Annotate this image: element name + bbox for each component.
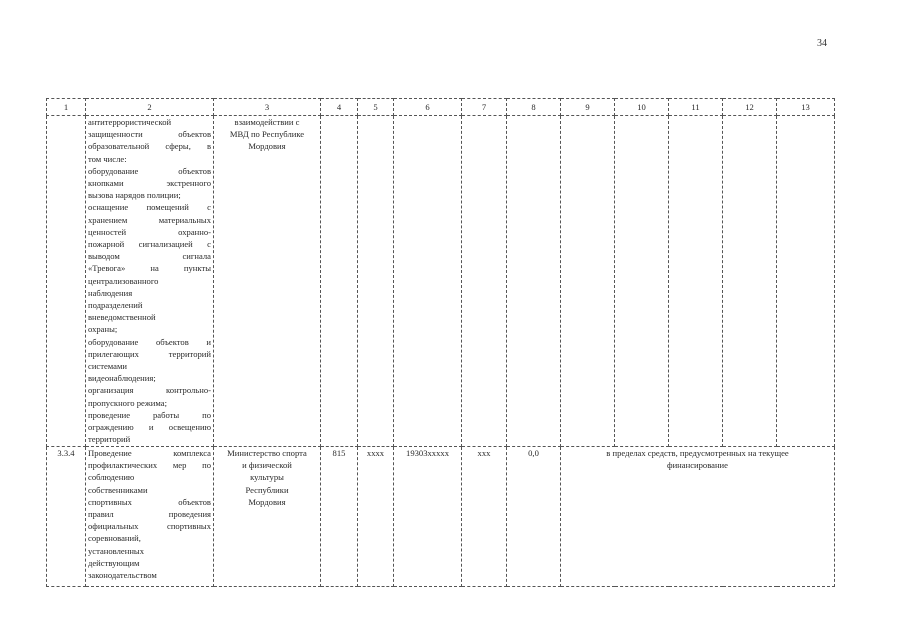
header-cell-8: 8 xyxy=(507,99,561,116)
cell-line: защищенности объектов xyxy=(88,129,211,140)
row-b-item-number: 3.3.4 xyxy=(47,447,86,587)
cell-line: профилактических мер по xyxy=(88,460,211,471)
cell-line: территорий xyxy=(88,434,131,445)
row-a-col11 xyxy=(669,116,723,447)
row-a-col4 xyxy=(321,116,358,447)
row-a-col1 xyxy=(47,116,86,447)
header-cell-7: 7 xyxy=(462,99,507,116)
cell-line: вызова нарядов полиции; xyxy=(88,190,181,201)
row-a-col6 xyxy=(394,116,462,447)
header-cell-10: 10 xyxy=(615,99,669,116)
cell-line: системами xyxy=(88,361,128,372)
header-cell-4: 4 xyxy=(321,99,358,116)
row-b-col7: ххх xyxy=(462,447,507,587)
table-row xyxy=(47,447,835,587)
cell-line: охраны; xyxy=(88,324,118,335)
row-a-col5 xyxy=(358,116,394,447)
cell-line: оснащение помещений с xyxy=(88,202,211,213)
row-a-col13 xyxy=(777,116,835,447)
row-b-executor-text xyxy=(216,447,318,508)
header-cell-6: 6 xyxy=(394,99,462,116)
cell-line: образовательной сферы, в xyxy=(88,141,211,152)
cell-line: соблюдению xyxy=(88,472,135,483)
cell-line: спортивных объектов xyxy=(88,496,211,507)
cell-line: пропускного режима; xyxy=(88,397,167,408)
cell-line: проведение работы по xyxy=(88,409,211,420)
row-b-col5: хххх xyxy=(358,447,394,587)
row-a-col12 xyxy=(723,116,777,447)
cell-line: пожарной сигнализацией с xyxy=(88,239,211,250)
cell-line: кнопками экстренного xyxy=(88,178,211,189)
header-row xyxy=(47,99,835,116)
cell-line: соревнований, xyxy=(88,533,141,544)
row-b-col4: 815 xyxy=(321,447,358,587)
header-cell-13: 13 xyxy=(777,99,835,116)
cell-line: хранением материальных xyxy=(88,214,211,225)
row-a-description xyxy=(86,116,214,447)
header-cell-9: 9 xyxy=(561,99,615,116)
cell-line: законодательством xyxy=(88,570,157,581)
table-row xyxy=(47,116,835,447)
cell-line: собственниками xyxy=(88,484,148,495)
cell-line: Министерство спорта xyxy=(227,448,307,458)
cell-line: ограждению и освещению xyxy=(88,422,211,433)
cell-line: взаимодействии с xyxy=(234,117,300,127)
cell-line: оборудование объектов xyxy=(88,165,211,176)
row-b-executor xyxy=(214,447,321,587)
cell-line: наблюдения xyxy=(88,287,133,298)
header-cell-5: 5 xyxy=(358,99,394,116)
cell-line: и физической xyxy=(242,460,292,471)
header-cell-2: 2 xyxy=(86,99,214,116)
cell-line: централизованного xyxy=(88,275,159,286)
page-number: 34 xyxy=(817,38,827,49)
cell-line: оборудование объектов и xyxy=(88,336,211,347)
row-a-col10 xyxy=(615,116,669,447)
row-a-description-text xyxy=(88,116,211,445)
cell-line: том числе: xyxy=(88,153,127,164)
row-b-description xyxy=(86,447,214,587)
cell-line: финансирование xyxy=(667,460,728,471)
cell-line: «Тревога» на пункты xyxy=(88,263,211,274)
cell-line: культуры xyxy=(250,472,284,483)
header-cell-11: 11 xyxy=(669,99,723,116)
program-table xyxy=(46,98,835,587)
header-cell-12: 12 xyxy=(723,99,777,116)
cell-line: действующим xyxy=(88,557,140,568)
cell-line: подразделений xyxy=(88,300,143,311)
cell-line: официальных спортивных xyxy=(88,521,211,532)
cell-line: вневедомственной xyxy=(88,312,156,323)
row-a-col8 xyxy=(507,116,561,447)
cell-line: в пределах средств, предусмотренных на текущее xyxy=(606,448,789,458)
cell-line: Мордовия xyxy=(248,496,286,507)
row-a-col7 xyxy=(462,116,507,447)
row-b-financing-note-text xyxy=(563,447,832,471)
row-a-executor xyxy=(214,116,321,447)
cell-line: правил проведения xyxy=(88,509,211,520)
cell-line: ценностей охранно- xyxy=(88,226,211,237)
cell-line: Проведение комплекса xyxy=(88,448,211,458)
header-cell-3: 3 xyxy=(214,99,321,116)
cell-line: прилегающих территорий xyxy=(88,348,211,359)
cell-line: Республики xyxy=(245,484,289,495)
cell-line: организация контрольно- xyxy=(88,385,211,396)
row-a-col9 xyxy=(561,116,615,447)
cell-line: выводом сигнала xyxy=(88,251,211,262)
header-cell-1: 1 xyxy=(47,99,86,116)
cell-line: Мордовия xyxy=(248,141,286,152)
row-b-financing-note xyxy=(561,447,835,587)
cell-line: видеонаблюдения; xyxy=(88,373,156,384)
row-b-col8: 0,0 xyxy=(507,447,561,587)
cell-line: установленных xyxy=(88,545,144,556)
row-b-description-text xyxy=(88,447,211,581)
row-b-col6: 19303ххххх xyxy=(394,447,462,587)
row-a-executor-text xyxy=(216,116,318,153)
cell-line: антитеррористической xyxy=(88,117,172,127)
cell-line: МВД по Республике xyxy=(229,129,305,140)
